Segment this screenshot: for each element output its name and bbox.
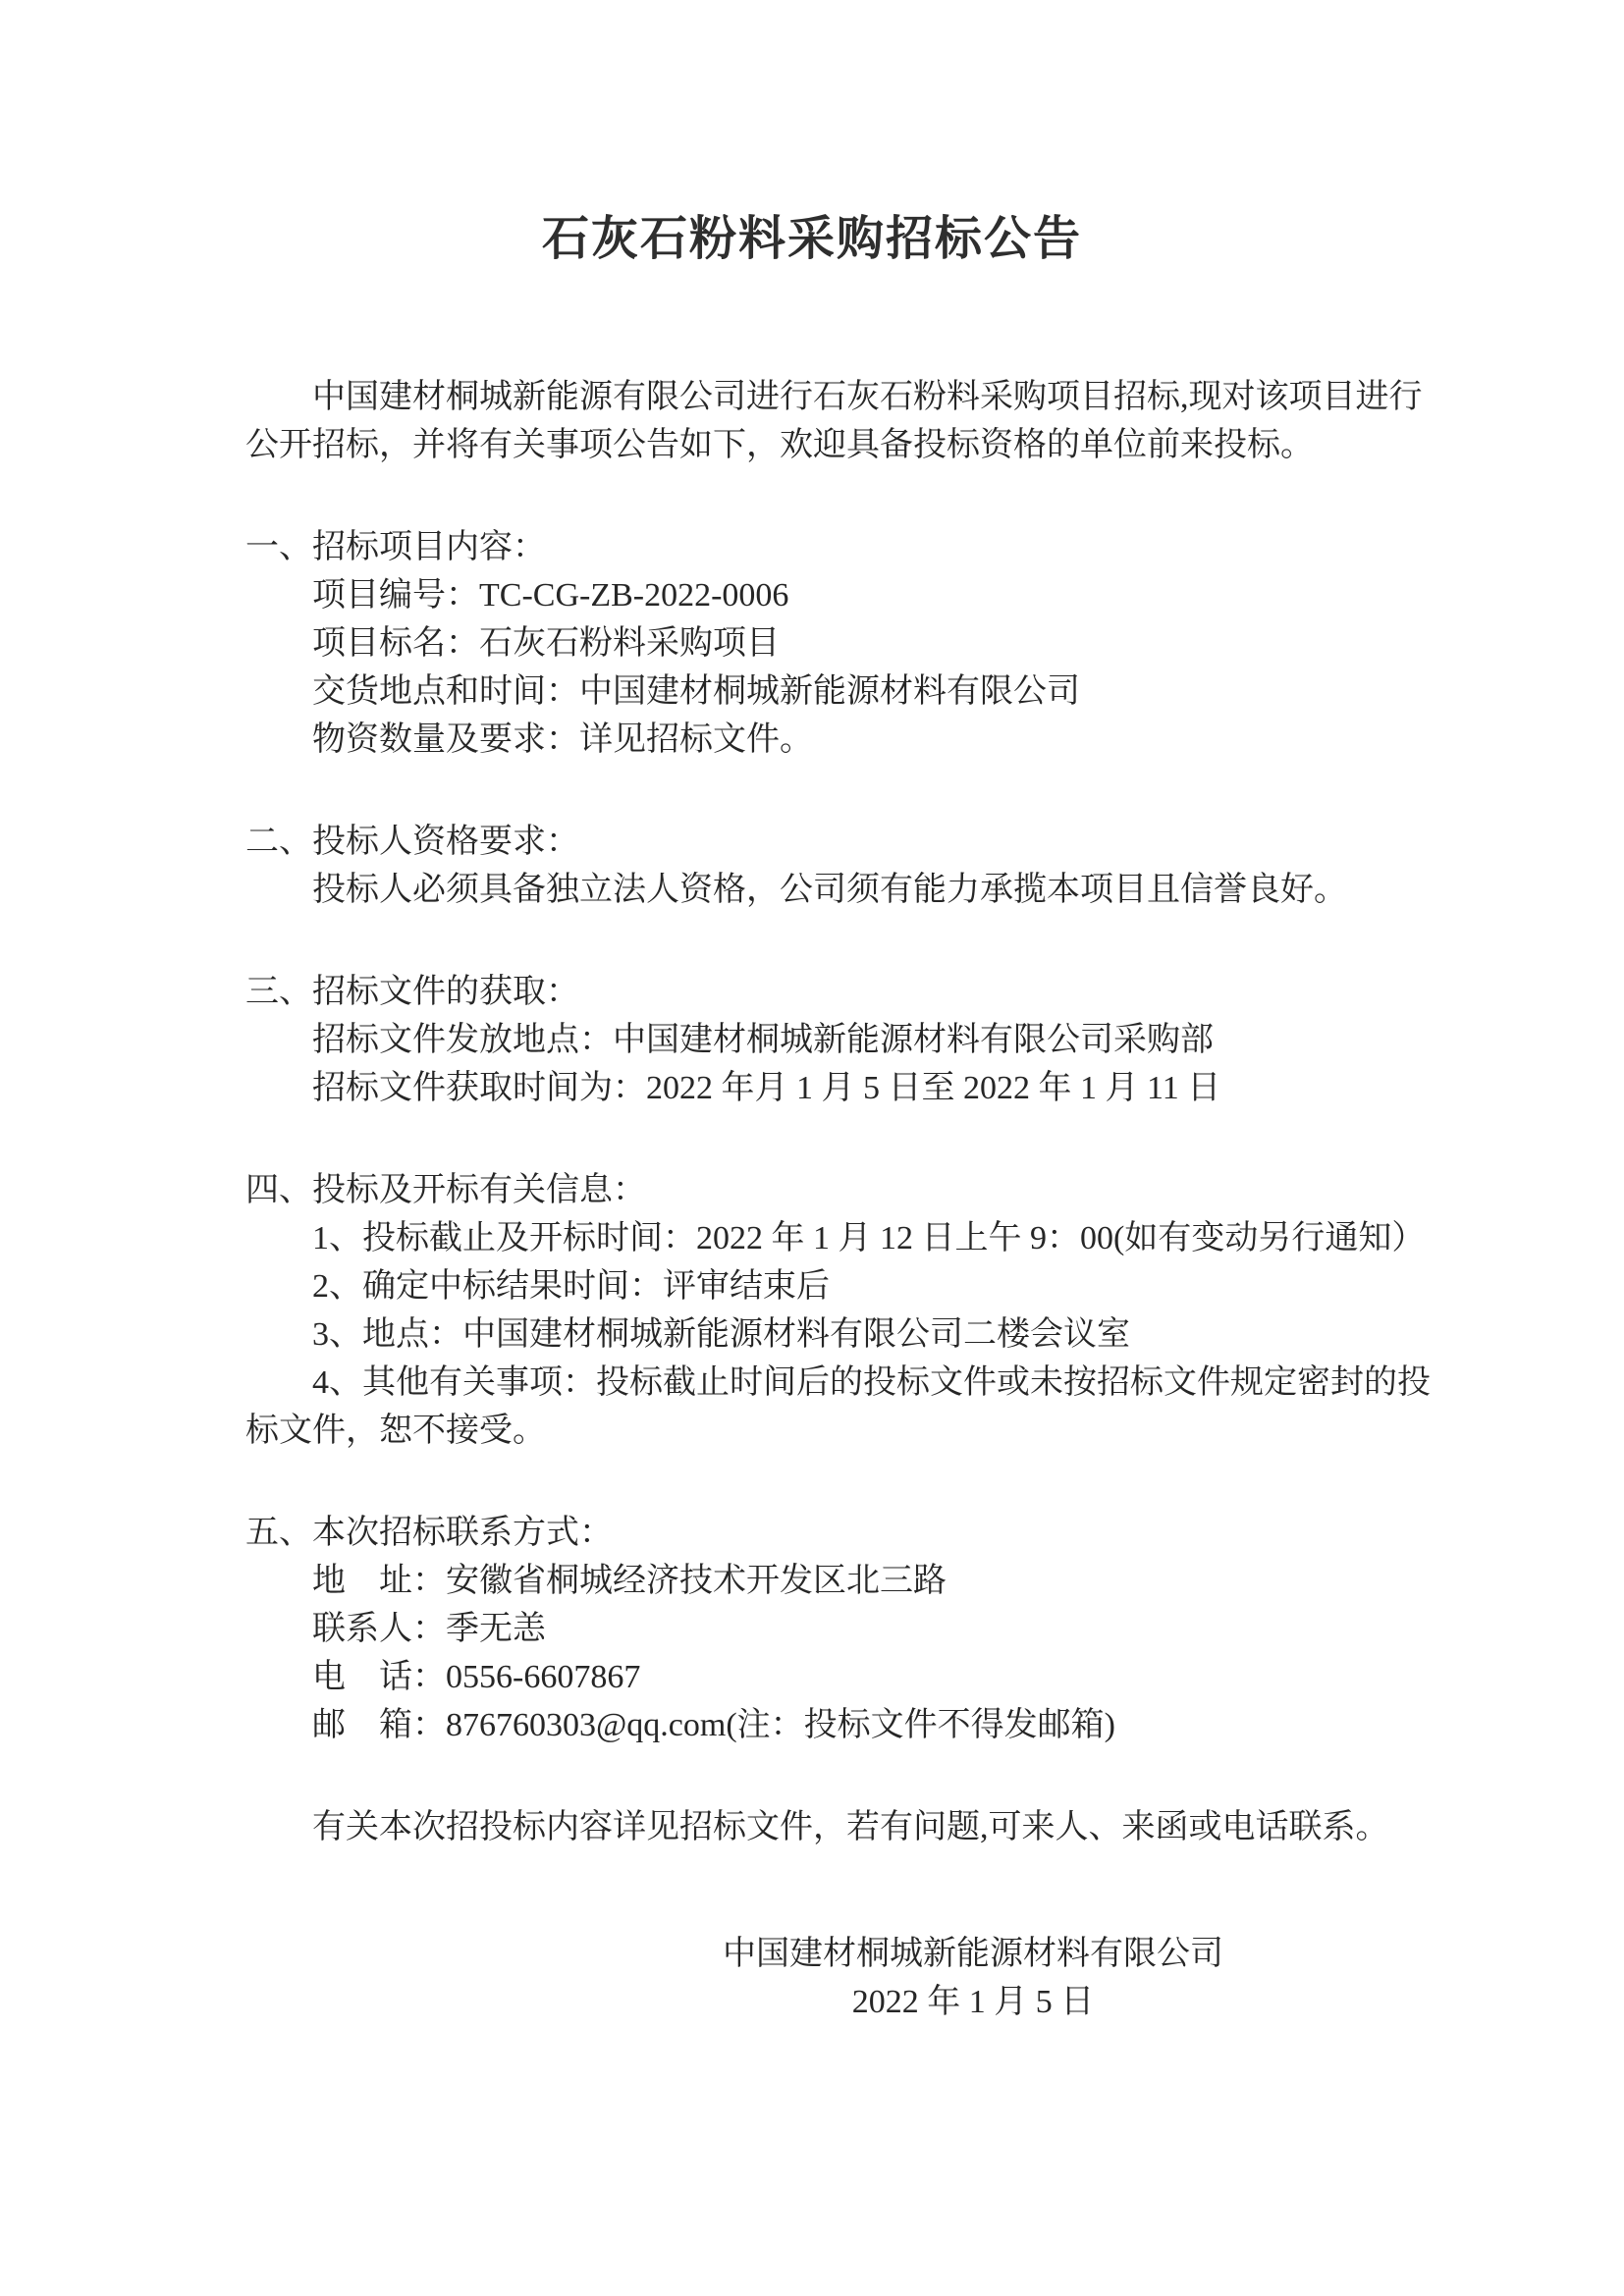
section-3-document-acquisition (245, 968, 1435, 1112)
section-3-heading: 三、招标文件的获取： (245, 974, 579, 1010)
other-matters-line: 4、其他有关事项：投标截止时间后的投标文件或未按招标文件规定密封的投标文件，恕不接受。 (245, 1364, 1431, 1449)
section-5-heading: 五、本次招标联系方式： (245, 1515, 613, 1551)
contact-phone-line: 电 话：0556-6607867 (312, 1659, 641, 1695)
intro-paragraph: 中国建材桐城新能源有限公司进行石灰石粉料采购项目招标,现对该项目进行公开招标，并将有关事项公告如下，欢迎具备投标资格的单位前来投标。 (245, 379, 1423, 463)
bid-location-line: 3、地点：中国建材桐城新能源材料有限公司二楼会议室 (312, 1316, 1130, 1353)
project-name-line: 项目标名：石灰石粉料采购项目 (312, 625, 780, 662)
document-title: 石灰石粉料采购招标公告 (541, 213, 1082, 265)
document-issue-place-line: 招标文件发放地点：中国建材桐城新能源材料有限公司采购部 (312, 1022, 1214, 1058)
document-body (0, 373, 1435, 2026)
section-2-bidder-qualification (245, 818, 1435, 914)
contact-person-line: 联系人：季无恙 (312, 1611, 546, 1647)
section-4-heading: 四、投标及开标有关信息： (245, 1172, 646, 1208)
material-quantity-line: 物资数量及要求：详见招标文件。 (312, 721, 813, 758)
project-number-line: 项目编号：TC-CG-ZB-2022-0006 (312, 577, 789, 614)
signature-date: 2022 年 1 月 5 日 (851, 1984, 1095, 2020)
contact-email-line: 邮 箱：876760303@qq.com(注：投标文件不得发邮箱) (312, 1707, 1115, 1743)
section-5-contact-info (245, 1509, 1435, 1749)
bid-deadline-line: 1、投标截止及开标时间：2022 年 1 月 12 日上午 9：00(如有变动另行通知） (312, 1220, 1426, 1256)
document-acquisition-time-line: 招标文件获取时间为：2022 年月 1 月 5 日至 2022 年 1 月 11 日 (312, 1070, 1221, 1106)
section-4-bid-opening-info (245, 1166, 1435, 1455)
section-1-bid-project-content (245, 523, 1435, 764)
signature-company: 中国建材桐城新能源材料有限公司 (723, 1936, 1223, 1972)
section-1-heading: 一、招标项目内容： (245, 529, 546, 565)
closing-paragraph: 有关本次招投标内容详见招标文件，若有问题,可来人、来函或电话联系。 (312, 1809, 1389, 1845)
signature-block (511, 1930, 1435, 2026)
section-2-heading: 二、投标人资格要求： (245, 824, 579, 860)
result-time-line: 2、确定中标结果时间：评审结束后 (312, 1268, 830, 1305)
qualification-requirement-line: 投标人必须具备独立法人资格，公司须有能力承揽本项目且信誉良好。 (312, 872, 1347, 908)
contact-address-line: 地 址：安徽省桐城经济技术开发区北三路 (312, 1563, 947, 1599)
delivery-place-line: 交货地点和时间：中国建材桐城新能源材料有限公司 (312, 673, 1080, 710)
